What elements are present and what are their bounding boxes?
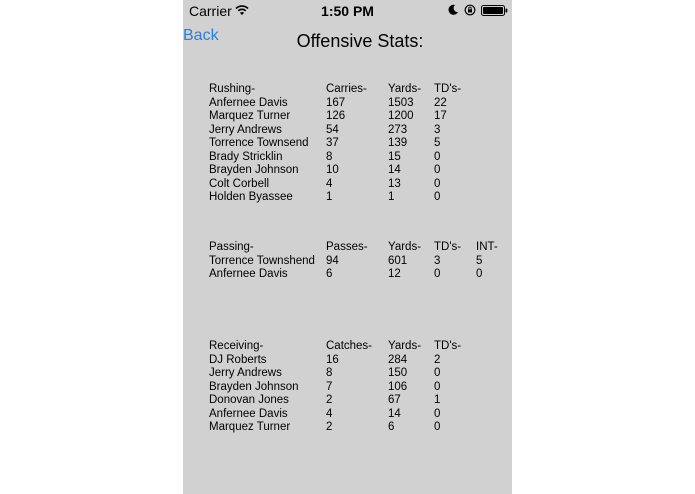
tds-value: 0	[434, 367, 441, 379]
tds-value: 0	[434, 407, 441, 420]
passes-header: Passes-	[326, 241, 368, 253]
battery-icon	[481, 5, 508, 16]
carrier-label: Carrier	[189, 3, 232, 19]
tds-value: 1	[434, 394, 441, 406]
player-name: Anfernee Davis	[209, 268, 288, 280]
tds-value: 0	[434, 380, 441, 393]
rotation-lock-icon	[464, 4, 476, 16]
yards-value: 106	[388, 380, 408, 393]
player-name: Brayden Johnson	[209, 164, 299, 176]
yards-value: 150	[388, 367, 408, 379]
carries-header: Carries-	[326, 83, 367, 95]
moon-icon	[447, 4, 459, 16]
player-name: Holden Byassee	[209, 191, 293, 203]
yards-value: 1200	[388, 110, 414, 122]
tds-value: 0	[434, 150, 441, 163]
rushing-header: Rushing-	[209, 83, 256, 95]
status-bar	[183, 0, 512, 22]
tds-value: 3	[434, 123, 441, 136]
tds-value: 0	[434, 421, 441, 433]
passes-value: 94	[326, 254, 339, 267]
yards-header: Yards-	[388, 83, 422, 95]
page-title: Offensive Stats:	[296, 31, 424, 51]
player-name: Torrence Townsend	[209, 137, 309, 149]
yards-value: 14	[388, 407, 401, 420]
int-value: 0	[476, 268, 483, 280]
player-name: Brayden Johnson	[209, 380, 299, 393]
int-value: 5	[476, 254, 483, 267]
yards-value: 67	[388, 394, 401, 406]
yards-value: 601	[388, 254, 408, 267]
yards-header: Yards-	[388, 340, 422, 352]
catches-value: 16	[326, 353, 339, 366]
carries-value: 126	[326, 110, 346, 122]
tds-header: TD's-	[434, 83, 462, 95]
catches-value: 2	[326, 394, 333, 406]
carries-value: 167	[326, 96, 346, 109]
tds-value: 0	[434, 191, 441, 203]
carries-value: 37	[326, 137, 339, 149]
player-name: Donovan Jones	[209, 394, 289, 406]
catches-value: 4	[326, 407, 333, 420]
yards-value: 14	[388, 164, 401, 176]
player-name: Jerry Andrews	[209, 123, 282, 136]
back-button[interactable]: Back	[183, 27, 219, 44]
player-name: Jerry Andrews	[209, 367, 282, 379]
catches-value: 2	[326, 421, 333, 433]
player-name: Marquez Turner	[209, 421, 291, 433]
tds-value: 0	[434, 177, 441, 190]
int-header: INT-	[476, 241, 498, 253]
player-name: Marquez Turner	[209, 110, 291, 122]
tds-value: 0	[434, 164, 441, 176]
player-name: Anfernee Davis	[209, 407, 288, 420]
tds-value: 0	[434, 268, 441, 280]
catches-header: Catches-	[326, 340, 373, 352]
player-name: Brady Stricklin	[209, 150, 283, 163]
tds-value: 3	[434, 254, 441, 267]
player-name: Colt Corbell	[209, 177, 270, 190]
carries-value: 4	[326, 177, 333, 190]
passing-header: Passing-	[209, 241, 254, 253]
player-name: Torrence Townshend	[209, 254, 315, 267]
phone-screen	[183, 0, 512, 494]
tds-header: TD's-	[434, 340, 462, 352]
carries-value: 10	[326, 164, 339, 176]
clock: 1:50 PM	[321, 3, 374, 19]
tds-value: 22	[434, 96, 447, 109]
yards-value: 12	[388, 268, 401, 280]
tds-value: 2	[434, 353, 441, 366]
carries-value: 8	[326, 150, 333, 163]
tds-value: 17	[434, 110, 447, 122]
tds-value: 5	[434, 137, 441, 149]
carries-value: 54	[326, 123, 339, 136]
player-name: DJ Roberts	[209, 353, 267, 366]
yards-value: 15	[388, 150, 401, 163]
yards-value: 1	[388, 191, 395, 203]
yards-value: 1503	[388, 96, 414, 109]
catches-value: 7	[326, 380, 333, 393]
catches-value: 8	[326, 367, 333, 379]
tds-header: TD's-	[434, 241, 462, 253]
player-name: Anfernee Davis	[209, 96, 288, 109]
passes-value: 6	[326, 268, 333, 280]
carries-value: 1	[326, 191, 333, 203]
yards-value: 273	[388, 123, 408, 136]
yards-value: 6	[388, 421, 395, 433]
yards-value: 13	[388, 177, 401, 190]
receiving-header: Receiving-	[209, 340, 264, 352]
yards-header: Yards-	[388, 241, 422, 253]
yards-value: 139	[388, 137, 408, 149]
yards-value: 284	[388, 353, 408, 366]
